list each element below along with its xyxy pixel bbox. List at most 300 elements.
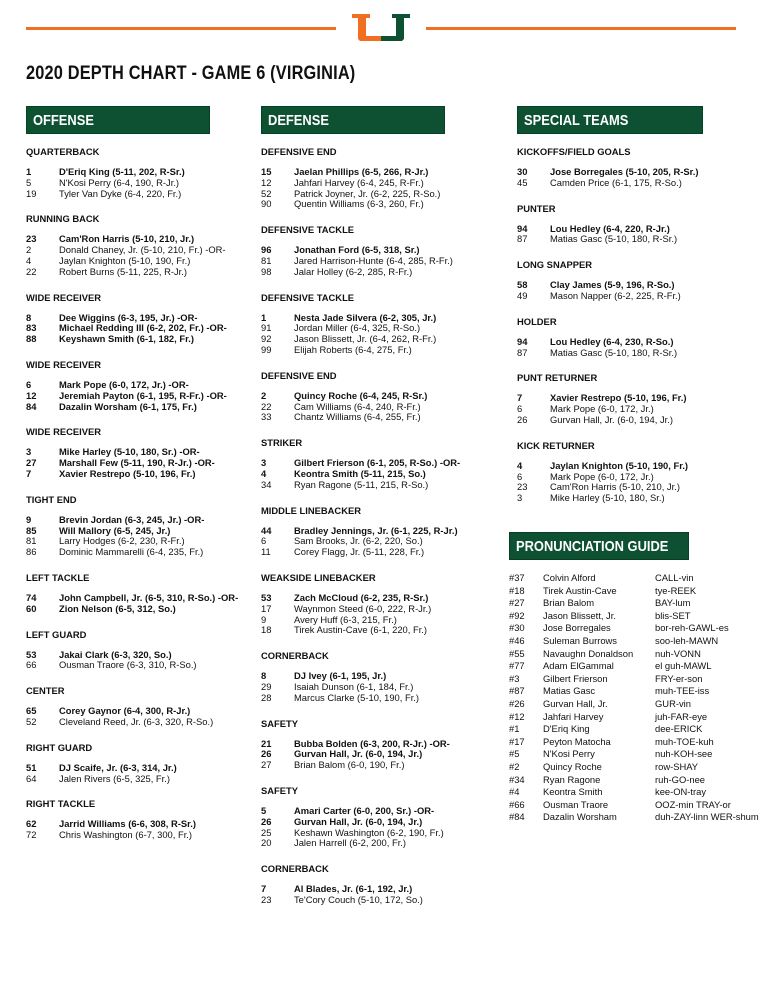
position-group bbox=[517, 259, 737, 302]
player-info: Jason Blissett, Jr. (6-4, 262, R-Fr.) bbox=[294, 334, 437, 345]
jersey-number: 15 bbox=[261, 166, 272, 177]
pronunciation-row bbox=[509, 610, 757, 623]
pg-number: #30 bbox=[509, 622, 525, 634]
position-group bbox=[517, 203, 737, 246]
jersey-number: 22 bbox=[261, 400, 272, 412]
player-info: Jared Harrison-Hunte (6-4, 285, R-Fr.) bbox=[294, 255, 453, 266]
jersey-number: 45 bbox=[517, 176, 528, 188]
player-row bbox=[261, 334, 501, 345]
player-info: Mark Pope (6-0, 172, Jr.) bbox=[550, 404, 654, 415]
player-info: Gurvan Hall, Jr. (6-0, 194, Jr.) bbox=[294, 749, 423, 760]
offense-column bbox=[26, 106, 248, 841]
jersey-number: 26 bbox=[517, 413, 528, 425]
pg-pronunciation: OOZ-min TRAY-or bbox=[655, 798, 731, 810]
position-title: WIDE RECEIVER bbox=[26, 426, 102, 438]
player-row bbox=[261, 199, 501, 210]
player-info: Marcus Clarke (5-10, 190, Fr.) bbox=[294, 692, 420, 703]
jersey-number: 83 bbox=[26, 322, 37, 334]
jersey-number: 7 bbox=[517, 392, 523, 404]
player-info: Cam'Ron Harris (5-10, 210, Jr.) bbox=[550, 482, 680, 493]
jersey-number: 53 bbox=[261, 591, 272, 603]
player-row bbox=[261, 838, 501, 849]
player-row bbox=[261, 402, 501, 413]
position-title: WIDE RECEIVER bbox=[26, 358, 102, 370]
pronunciation-row bbox=[509, 622, 757, 635]
player-info: Robert Burns (5-11, 225, R-Jr.) bbox=[59, 266, 187, 277]
player-info: Zion Nelson (6-5, 312, So.) bbox=[59, 603, 176, 614]
pg-number: #55 bbox=[509, 647, 525, 659]
pg-player: Jose Borregales bbox=[543, 622, 611, 634]
player-info: Amari Carter (6-0, 200, Sr.) -OR- bbox=[294, 805, 435, 816]
player-info: Mark Pope (6-0, 172, Jr.) -OR- bbox=[59, 379, 189, 390]
player-info: Camden Price (6-1, 175, R-So.) bbox=[550, 177, 682, 188]
player-row bbox=[517, 224, 737, 235]
player-info: Matias Gasc (5-10, 180, R-Sr.) bbox=[550, 234, 678, 245]
special-teams-column bbox=[517, 106, 737, 504]
player-info: Mason Napper (6-2, 225, R-Fr.) bbox=[550, 290, 681, 301]
jersey-number: 18 bbox=[261, 624, 272, 636]
player-row bbox=[261, 593, 501, 604]
position-title: WEAKSIDE LINEBACKER bbox=[261, 571, 376, 583]
jersey-number: 64 bbox=[26, 772, 37, 784]
player-info: Corey Flagg, Jr. (5-11, 228, Fr.) bbox=[294, 547, 425, 558]
player-info: Gurvan Hall, Jr. (6-0, 194, Jr.) bbox=[294, 816, 423, 827]
player-info: Zach McCloud (6-2, 235, R-Sr.) bbox=[294, 592, 429, 603]
jersey-number: 94 bbox=[517, 222, 528, 234]
miami-u-logo-icon bbox=[352, 14, 410, 46]
player-info: DJ Scaife, Jr. (6-3, 314, Jr.) bbox=[59, 762, 177, 773]
player-info: Ousman Traore (6-3, 310, R-So.) bbox=[59, 660, 197, 671]
pg-pronunciation: soo-leh-MAWN bbox=[655, 634, 719, 646]
pg-number: #77 bbox=[509, 660, 525, 672]
position-group bbox=[261, 224, 501, 277]
pronunciation-guide-header: PRONUNCIATION GUIDE bbox=[509, 532, 689, 560]
player-row bbox=[26, 660, 248, 671]
jersey-number: 74 bbox=[26, 591, 37, 603]
player-row bbox=[261, 693, 501, 704]
player-info: Gurvan Hall, Jr. (6-0, 194, Jr.) bbox=[550, 414, 673, 425]
player-info: Jalen Rivers (6-5, 325, Fr.) bbox=[59, 773, 170, 784]
pg-pronunciation: nuh-KOH-see bbox=[655, 748, 713, 760]
pronunciation-row bbox=[509, 811, 757, 824]
position-title: SAFETY bbox=[261, 717, 298, 729]
player-info: Mike Harley (5-10, 180, Sr.) -OR- bbox=[59, 447, 200, 458]
position-title: LEFT TACKLE bbox=[26, 571, 90, 583]
player-info: Jarrid Williams (6-6, 308, R-Sr.) bbox=[59, 819, 196, 830]
player-info: Cam Williams (6-4, 240, R-Fr.) bbox=[294, 401, 421, 412]
jersey-number: 9 bbox=[261, 613, 267, 625]
player-info: Larry Hodges (6-2, 230, R-Fr.) bbox=[59, 536, 185, 547]
player-row bbox=[261, 739, 501, 750]
player-row bbox=[261, 391, 501, 402]
pronunciation-row bbox=[509, 685, 757, 698]
player-row bbox=[26, 334, 248, 345]
player-info: Al Blades, Jr. (6-1, 192, Jr.) bbox=[294, 884, 413, 895]
jersey-number: 66 bbox=[26, 659, 37, 671]
pg-number: #34 bbox=[509, 773, 525, 785]
pg-number: #27 bbox=[509, 597, 525, 609]
position-group bbox=[261, 370, 501, 423]
jersey-number: 5 bbox=[261, 804, 267, 816]
player-row bbox=[26, 234, 248, 245]
position-group bbox=[261, 718, 501, 771]
player-row bbox=[261, 412, 501, 423]
jersey-number: 6 bbox=[517, 403, 523, 415]
jersey-number: 99 bbox=[261, 343, 272, 355]
pg-number: #17 bbox=[509, 735, 525, 747]
position-group bbox=[26, 146, 248, 199]
player-row bbox=[517, 461, 737, 472]
jersey-number: 3 bbox=[261, 457, 267, 469]
player-row bbox=[26, 458, 248, 469]
pg-number: #12 bbox=[509, 710, 525, 722]
player-info: Jose Borregales (5-10, 205, R-Sr.) bbox=[550, 167, 699, 177]
jersey-number: 23 bbox=[26, 233, 37, 245]
player-row bbox=[517, 234, 737, 245]
jersey-number: 65 bbox=[26, 705, 37, 717]
pg-player: Gilbert Frierson bbox=[543, 672, 608, 684]
page-title: 2020 DEPTH CHART - GAME 6 (VIRGINIA) bbox=[26, 63, 356, 84]
jersey-number: 2 bbox=[261, 389, 267, 401]
pg-number: #92 bbox=[509, 609, 525, 621]
player-info: Jahfari Harvey (6-4, 245, R-Fr.) bbox=[294, 177, 424, 188]
player-row bbox=[261, 189, 501, 200]
jersey-number: 58 bbox=[517, 279, 528, 291]
position-group bbox=[26, 685, 248, 728]
pronunciation-row bbox=[509, 698, 757, 711]
player-row bbox=[26, 402, 248, 413]
player-info: Isaiah Dunson (6-1, 184, Fr.) bbox=[294, 681, 414, 692]
player-info: Cleveland Reed, Jr. (6-3, 320, R-So.) bbox=[59, 716, 214, 727]
jersey-number: 27 bbox=[26, 457, 37, 469]
player-row bbox=[517, 472, 737, 483]
player-info: Will Mallory (6-5, 245, Jr.) bbox=[59, 525, 171, 536]
position-group bbox=[261, 785, 501, 849]
player-info: D'Eriq King (5-11, 202, R-Sr.) bbox=[59, 167, 185, 177]
player-info: Jalen Harrell (6-2, 200, Fr.) bbox=[294, 838, 407, 849]
jersey-number: 44 bbox=[261, 524, 272, 536]
pg-number: #1 bbox=[509, 723, 520, 735]
pg-pronunciation: CALL-vin bbox=[655, 572, 694, 583]
player-row bbox=[261, 749, 501, 760]
jersey-number: 72 bbox=[26, 829, 37, 841]
pg-pronunciation: ruh-GO-nee bbox=[655, 773, 706, 785]
pg-number: #37 bbox=[509, 572, 525, 583]
pg-number: #26 bbox=[509, 697, 525, 709]
player-info: Gilbert Frierson (6-1, 205, R-So.) -OR- bbox=[294, 458, 461, 469]
player-info: Xavier Restrepo (5-10, 196, Fr.) bbox=[59, 468, 196, 479]
pg-number: #66 bbox=[509, 798, 525, 810]
position-title: KICKOFFS/FIELD GOALS bbox=[517, 146, 631, 157]
jersey-number: 4 bbox=[261, 467, 267, 479]
jersey-number: 19 bbox=[26, 187, 37, 199]
player-row bbox=[26, 469, 248, 480]
pg-player: Peyton Matocha bbox=[543, 735, 611, 747]
position-group bbox=[26, 742, 248, 785]
jersey-number: 25 bbox=[261, 826, 272, 838]
player-info: Clay James (5-9, 196, R-So.) bbox=[550, 280, 675, 291]
player-row bbox=[261, 267, 501, 278]
pg-pronunciation: GUR-vin bbox=[655, 697, 691, 709]
player-row bbox=[261, 480, 501, 491]
header-rule-right bbox=[426, 27, 736, 30]
player-info: Mark Pope (6-0, 172, Jr.) bbox=[550, 471, 654, 482]
player-row bbox=[26, 167, 248, 178]
player-row bbox=[261, 547, 501, 558]
jersey-number: 11 bbox=[261, 546, 271, 558]
pg-player: Ousman Traore bbox=[543, 798, 609, 810]
player-row bbox=[517, 415, 737, 426]
pg-player: Tirek Austin-Cave bbox=[543, 584, 617, 596]
player-info: Jeremiah Payton (6-1, 195, R-Fr.) -OR- bbox=[59, 390, 227, 401]
player-info: Sam Brooks, Jr. (6-2, 220, So.) bbox=[294, 536, 423, 547]
player-info: Jakai Clark (6-3, 320, So.) bbox=[59, 649, 172, 660]
position-title: QUARTERBACK bbox=[26, 146, 100, 157]
pg-pronunciation: muh-TEE-iss bbox=[655, 685, 710, 697]
position-title: RUNNING BACK bbox=[26, 213, 100, 225]
player-info: Dee Wiggins (6-3, 195, Jr.) -OR- bbox=[59, 312, 198, 323]
player-info: Lou Hedley (6-4, 230, R-So.) bbox=[550, 336, 674, 347]
pg-pronunciation: juh-FAR-eye bbox=[655, 710, 708, 722]
defense-column bbox=[261, 106, 501, 906]
pg-pronunciation: BAY-lum bbox=[655, 597, 691, 609]
position-group bbox=[261, 146, 501, 210]
player-info: Jaylan Knighton (5-10, 190, Fr.) bbox=[59, 255, 191, 266]
player-row bbox=[261, 178, 501, 189]
player-info: Matias Gasc (5-10, 180, R-Sr.) bbox=[550, 347, 678, 358]
player-row bbox=[26, 380, 248, 391]
position-group bbox=[261, 505, 501, 558]
pronunciation-row bbox=[509, 597, 757, 610]
pg-number: #18 bbox=[509, 584, 525, 596]
player-info: Jonathan Ford (6-5, 318, Sr.) bbox=[294, 245, 420, 256]
player-info: Chantz Williams (6-4, 255, Fr.) bbox=[294, 412, 421, 423]
jersey-number: 92 bbox=[261, 333, 272, 345]
player-row bbox=[26, 819, 248, 830]
player-row bbox=[26, 593, 248, 604]
player-row bbox=[261, 526, 501, 537]
player-row bbox=[517, 393, 737, 404]
jersey-number: 3 bbox=[26, 446, 32, 458]
player-row bbox=[261, 671, 501, 682]
player-row bbox=[26, 256, 248, 267]
player-info: Ryan Ragone (5-11, 215, R-So.) bbox=[294, 479, 429, 490]
pronunciation-row bbox=[509, 774, 757, 787]
player-info: Marshall Few (5-11, 190, R-Jr.) -OR- bbox=[59, 458, 215, 469]
position-group bbox=[517, 372, 737, 425]
jersey-number: 9 bbox=[26, 513, 32, 525]
jersey-number: 29 bbox=[261, 680, 272, 692]
position-group bbox=[26, 359, 248, 412]
player-row bbox=[517, 178, 737, 189]
jersey-number: 6 bbox=[26, 378, 32, 390]
pg-pronunciation: tye-REEK bbox=[655, 584, 697, 596]
jersey-number: 87 bbox=[517, 346, 528, 358]
jersey-number: 3 bbox=[517, 492, 523, 504]
position-title: TIGHT END bbox=[26, 493, 77, 505]
jersey-number: 30 bbox=[517, 166, 528, 177]
position-title: LONG SNAPPER bbox=[517, 259, 593, 271]
pronunciation-row bbox=[509, 748, 757, 761]
offense-positions bbox=[26, 146, 248, 841]
pg-player: Colvin Alford bbox=[543, 572, 596, 583]
jersey-number: 51 bbox=[26, 761, 37, 773]
player-info: Brian Balom (6-0, 190, Fr.) bbox=[294, 760, 405, 771]
position-title: STRIKER bbox=[261, 437, 303, 449]
player-row bbox=[26, 774, 248, 785]
pg-player: Keontra Smith bbox=[543, 786, 603, 798]
player-row bbox=[261, 895, 501, 906]
jersey-number: 7 bbox=[261, 883, 267, 895]
pronunciation-row bbox=[509, 799, 757, 812]
player-info: Lou Hedley (6-4, 220, R-Jr.) bbox=[550, 223, 670, 234]
player-info: Jordan Miller (6-4, 325, R-So.) bbox=[294, 323, 421, 334]
jersey-number: 86 bbox=[26, 546, 37, 558]
jersey-number: 53 bbox=[26, 648, 37, 660]
player-row bbox=[26, 391, 248, 402]
pronunciation-table bbox=[509, 572, 757, 824]
pg-pronunciation: el guh-MAWL bbox=[655, 660, 712, 672]
player-row bbox=[26, 536, 248, 547]
jersey-number: 81 bbox=[261, 254, 272, 266]
jersey-number: 1 bbox=[261, 311, 267, 323]
pg-player: N'Kosi Perry bbox=[543, 748, 595, 760]
pg-pronunciation: nuh-VONN bbox=[655, 647, 701, 659]
position-title: PUNTER bbox=[517, 202, 556, 214]
position-group bbox=[261, 292, 501, 356]
player-info: Mike Harley (5-10, 180, Sr.) bbox=[550, 493, 665, 504]
player-info: Tyler Van Dyke (6-4, 220, Fr.) bbox=[59, 188, 182, 199]
player-info: Brevin Jordan (6-3, 245, Jr.) -OR- bbox=[59, 514, 205, 525]
jersey-number: 12 bbox=[261, 176, 272, 188]
pronunciation-row bbox=[509, 635, 757, 648]
pronunciation-row bbox=[509, 673, 757, 686]
player-info: Waynmon Steed (6-0, 222, R-Jr.) bbox=[294, 603, 432, 614]
jersey-number: 49 bbox=[517, 289, 528, 301]
player-info: Keshawn Washington (6-2, 190, Fr.) bbox=[294, 827, 444, 838]
jersey-number: 28 bbox=[261, 691, 272, 703]
player-info: Dazalin Worsham (6-1, 175, Fr.) bbox=[59, 401, 197, 412]
jersey-number: 17 bbox=[261, 602, 272, 614]
jersey-number: 5 bbox=[26, 176, 32, 188]
player-row bbox=[26, 547, 248, 558]
pg-player: Suleman Burrows bbox=[543, 634, 617, 646]
position-title: CENTER bbox=[26, 685, 65, 697]
player-info: Quincy Roche (6-4, 245, R-Sr.) bbox=[294, 390, 428, 401]
player-row bbox=[26, 604, 248, 615]
position-title: DEFENSIVE TACKLE bbox=[261, 224, 355, 236]
player-info: Tirek Austin-Cave (6-1, 220, Fr.) bbox=[294, 625, 428, 636]
position-title: WIDE RECEIVER bbox=[26, 291, 102, 303]
player-info: Jaelan Phillips (6-5, 266, R-Jr.) bbox=[294, 167, 429, 177]
jersey-number: 26 bbox=[261, 815, 272, 827]
position-group bbox=[26, 213, 248, 277]
jersey-number: 52 bbox=[26, 715, 37, 727]
player-row bbox=[261, 884, 501, 895]
offense-header: OFFENSE bbox=[26, 106, 210, 134]
player-row bbox=[26, 717, 248, 728]
special-teams-header: SPECIAL TEAMS bbox=[517, 106, 703, 134]
position-title: CORNERBACK bbox=[261, 863, 329, 875]
position-title: DEFENSIVE END bbox=[261, 146, 337, 157]
player-row bbox=[26, 323, 248, 334]
position-group bbox=[26, 292, 248, 345]
position-group bbox=[26, 572, 248, 615]
player-row bbox=[261, 615, 501, 626]
position-group bbox=[261, 863, 501, 906]
header-rule-left bbox=[26, 27, 336, 30]
player-info: Patrick Joyner, Jr. (6-2, 225, R-So.) bbox=[294, 188, 441, 199]
pg-player: Navaughn Donaldson bbox=[543, 647, 634, 659]
pg-number: #5 bbox=[509, 748, 520, 760]
position-group bbox=[261, 650, 501, 703]
pg-player: Quincy Roche bbox=[543, 760, 602, 772]
player-row bbox=[261, 256, 501, 267]
pg-pronunciation: blis-SET bbox=[655, 609, 691, 621]
player-info: Chris Washington (6-7, 300, Fr.) bbox=[59, 830, 193, 841]
position-group bbox=[26, 629, 248, 672]
player-info: Xavier Restrepo (5-10, 196, Fr.) bbox=[550, 393, 687, 404]
position-title: DEFENSIVE TACKLE bbox=[261, 291, 355, 303]
pg-pronunciation: FRY-er-son bbox=[655, 672, 703, 684]
pronunciation-guide bbox=[509, 532, 757, 824]
player-row bbox=[26, 178, 248, 189]
player-row bbox=[26, 189, 248, 200]
pg-player: Adam ElGammal bbox=[543, 660, 614, 672]
pg-pronunciation: bor-reh-GAWL-es bbox=[655, 622, 729, 634]
pg-player: Jason Blissett, Jr. bbox=[543, 609, 616, 621]
player-row bbox=[261, 469, 501, 480]
player-row bbox=[261, 625, 501, 636]
pg-player: Gurvan Hall, Jr. bbox=[543, 697, 608, 709]
player-row bbox=[517, 404, 737, 415]
jersey-number: 12 bbox=[26, 389, 37, 401]
pronunciation-row bbox=[509, 572, 757, 585]
jersey-number: 91 bbox=[261, 322, 272, 334]
jersey-number: 20 bbox=[261, 837, 272, 849]
pronunciation-row bbox=[509, 786, 757, 799]
player-row bbox=[26, 526, 248, 537]
pg-pronunciation: row-SHAY bbox=[655, 760, 699, 772]
position-title: LEFT GUARD bbox=[26, 628, 87, 640]
position-group bbox=[517, 146, 737, 189]
player-row bbox=[261, 817, 501, 828]
pronunciation-row bbox=[509, 660, 757, 673]
pg-number: #2 bbox=[509, 760, 520, 772]
player-info: Elijah Roberts (6-4, 275, Fr.) bbox=[294, 344, 412, 355]
player-row bbox=[261, 806, 501, 817]
position-title: RIGHT GUARD bbox=[26, 741, 93, 753]
position-title: DEFENSIVE END bbox=[261, 369, 337, 381]
position-title: KICK RETURNER bbox=[517, 439, 595, 451]
player-info: Keyshawn Smith (6-1, 182, Fr.) bbox=[59, 334, 194, 345]
jersey-number: 87 bbox=[517, 233, 528, 245]
pg-player: Jahfari Harvey bbox=[543, 710, 604, 722]
player-row bbox=[261, 323, 501, 334]
jersey-number: 23 bbox=[517, 481, 528, 493]
jersey-number: 60 bbox=[26, 602, 37, 614]
jersey-number: 8 bbox=[26, 311, 32, 323]
player-row bbox=[261, 313, 501, 324]
player-info: Keontra Smith (5-11, 215, So.) bbox=[294, 468, 426, 479]
player-info: Quentin Williams (6-3, 260, Fr.) bbox=[294, 199, 424, 210]
player-row bbox=[26, 447, 248, 458]
jersey-number: 4 bbox=[517, 459, 523, 471]
player-row bbox=[517, 291, 737, 302]
position-title: SAFETY bbox=[261, 784, 298, 796]
jersey-number: 90 bbox=[261, 198, 272, 210]
pg-number: #87 bbox=[509, 685, 525, 697]
